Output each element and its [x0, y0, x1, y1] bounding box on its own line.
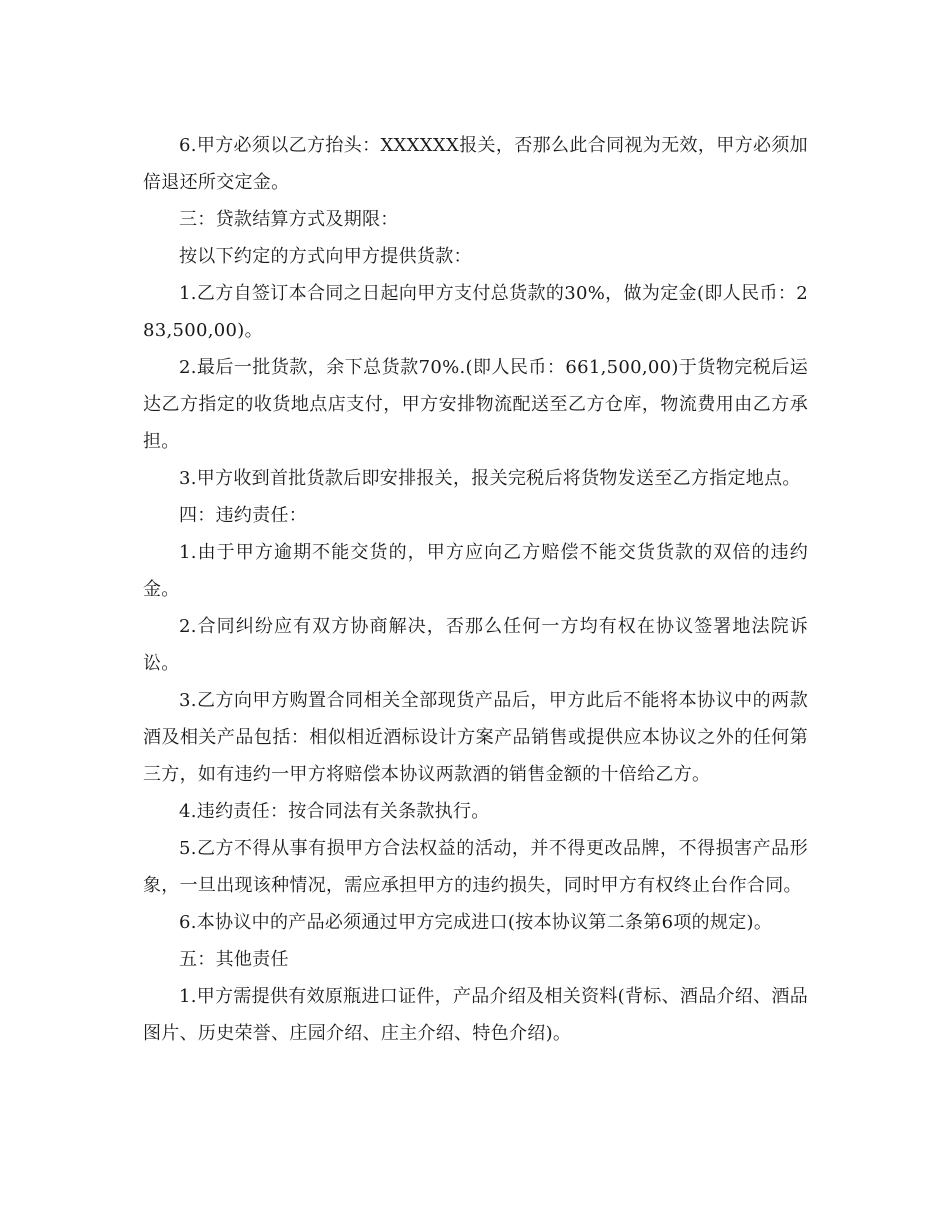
clause-4-1: 1.由于甲方逾期不能交货的，甲方应向乙方赔偿不能交货货款的双倍的违约金。 — [143, 542, 808, 600]
clause-4-5: 5.乙方不得从事有损甲方合法权益的活动，并不得更改品牌，不得损害产品形象，一旦出现该种情况，需应承担甲方的违约损失，同时甲方有权终止台作合同。 — [143, 838, 808, 896]
clause-3-3: 3.甲方收到首批货款后即安排报关，报关完税后将货物发送至乙方指定地点。 — [179, 468, 801, 489]
section-3-intro: 按以下约定的方式向甲方提供货款： — [179, 246, 472, 267]
clause-5-1: 1.甲方需提供有效原瓶进口证件，产品介绍及相关资料(背标、酒品介绍、酒品图片、历史荣誉、庄园介绍、庄主介绍、特色介绍)。 — [143, 986, 808, 1044]
clause-2-6: 6.甲方必须以乙方抬头：XXXXXX报关，否那么此合同视为无效，甲方必须加倍退还所交定金。 — [143, 135, 808, 193]
section-5-heading: 五：其他责任 — [179, 949, 289, 970]
clause-4-2: 2.合同纠纷应有双方协商解决，否那么任何一方均有权在协议签署地法院诉讼。 — [143, 616, 808, 674]
clause-3-2: 2.最后一批货款，余下总货款70%.(即人民币：661,500,00)于货物完税后运达乙方指定的收货地点店支付，甲方安排物流配送至乙方仓库，物流费用由乙方承担。 — [143, 357, 808, 452]
clause-4-3: 3.乙方向甲方购置合同相关全部现货产品后，甲方此后不能将本协议中的两款酒及相关产品包括：相似相近酒标设计方案产品销售或提供应本协议之外的任何第三方，如有违约一甲方将赔偿本协议两款酒的销售金额的十倍给乙方。 — [143, 690, 808, 785]
section-3-heading: 三：贷款结算方式及期限： — [179, 209, 399, 230]
section-4-heading: 四：违约责任： — [179, 505, 308, 526]
clause-4-6: 6.本协议中的产品必须通过甲方完成进口(按本协议第二条第6项的规定)。 — [179, 912, 773, 933]
document-page — [143, 127, 808, 1052]
clause-3-1: 1.乙方自签订本合同之日起向甲方支付总货款的30%，做为定金(即人民币：283,500,00)。 — [143, 283, 808, 341]
clause-4-4: 4.违约责任：按合同法有关条款执行。 — [179, 801, 490, 822]
